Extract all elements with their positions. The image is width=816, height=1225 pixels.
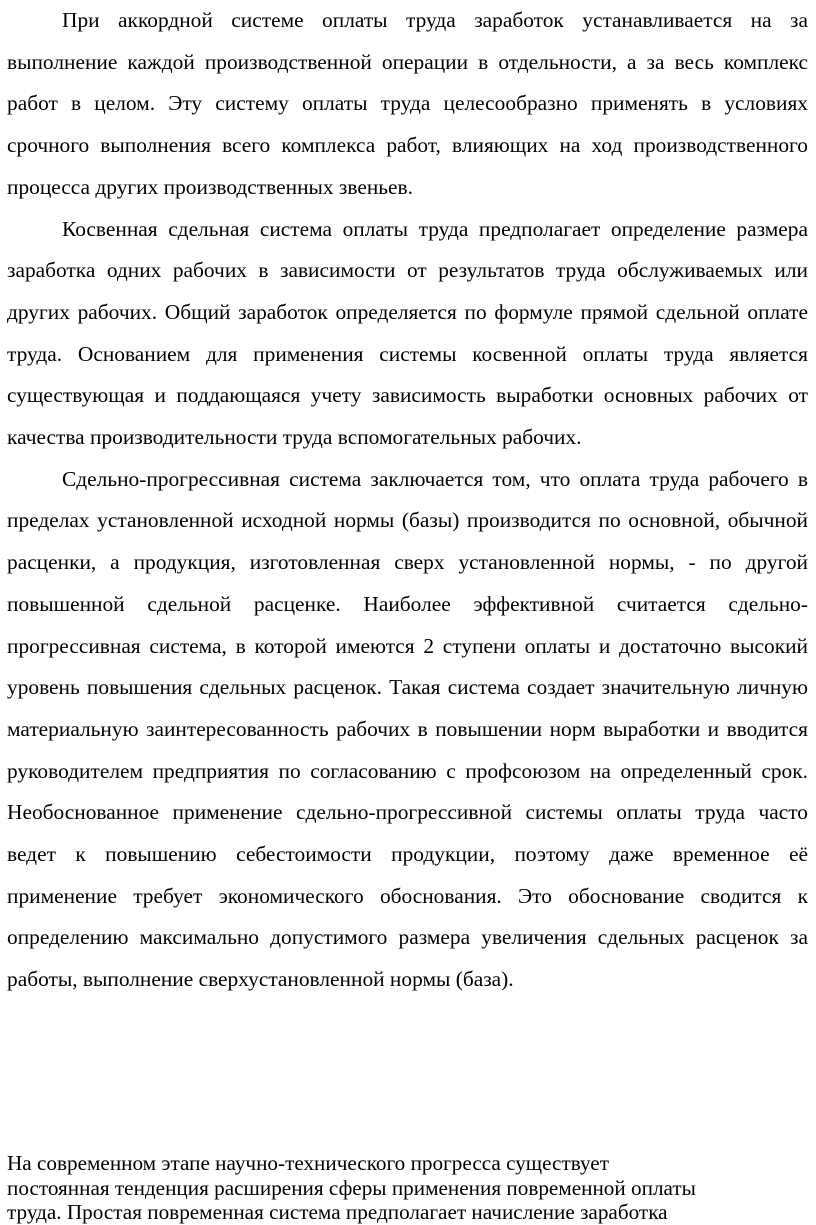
document-body — [7, 0, 808, 1001]
text-line: постоянная тенденция расширения сферы применения повременной оплаты — [7, 1175, 696, 1200]
paragraph-indirect-piece-rate: Косвенная сдельная система оплаты труда предполагает определение размера заработка одних рабочих в зависимости от результатов труда обслуживаемых или других рабочих. Общий заработок определяется по формуле прямой сдельной оплате труда. Основанием для применения системы косвенной оплаты труда является существующая и поддающаяся учету зависимость выработки основных рабочих от качества производительности труда вспомогательных рабочих. — [7, 216, 808, 450]
paragraph-accord-system: При аккордной системе оплаты труда заработок устанавливается на за выполнение каждой производственной операции в отдельности, а за весь комплекс работ в целом. Эту систему оплаты труда целесообразно применять в условиях срочного выполнения всего комплекса работ, влияющих на ход производственного процесса других производственных звеньев. — [7, 8, 808, 199]
text-line: На современном этапе научно-технического прогресса существует — [7, 1151, 609, 1175]
paragraph-time-based-intro — [7, 1151, 808, 1225]
paragraph-piece-progressive: Сдельно-прогрессивная система заключается том, что оплата труда рабочего в пределах установленной исходной нормы (базы) производится по основной, обычной расценки, а продукция, изготовленная сверх установленной нормы, - по другой повышенной сдельной расценке. Наиболее эффективной считается сдельно-прогрессивная система, в которой имеются 2 ступени оплаты и достаточно высокий уровень повышения сдельных расценок. Такая система создает значительную личную материальную заинтересованность рабочих в повышении норм выработки и вводится руководителем предприятия по согласованию с профсоюзом на определенный срок. Необоснованное применение сдельно-прогрессивной системы оплаты труда часто ведет к повышению себестоимости продукции, поэтому даже временное её применение требует экономического обоснования. Это обоснование сводится к определению максимально допустимого размера увеличения сдельных расценок за работы, выполнение сверхустановленной нормы (база). — [7, 466, 808, 992]
text-line: труда. Простая повременная система предполагает начисление заработка — [7, 1200, 668, 1225]
